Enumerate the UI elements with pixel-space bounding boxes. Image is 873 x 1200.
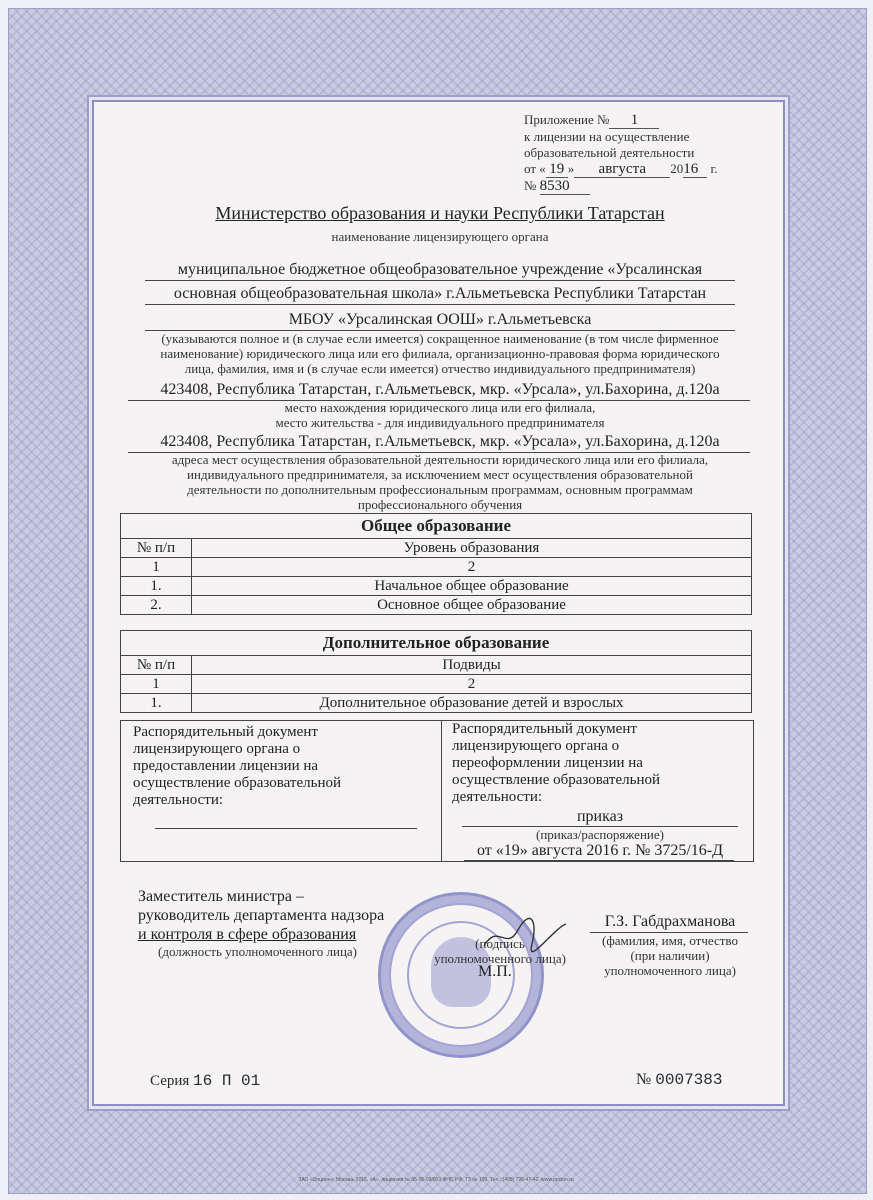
general-education-table: [120, 513, 752, 615]
appendix-prefix: Приложение №: [524, 112, 610, 127]
org-caption-3: лица, фамилия, имя и (в случае если имеется) отчество индивидуального предпринимателя): [184, 361, 696, 376]
form-number-label: №: [636, 1071, 652, 1088]
org-full-name-2: основная общеобразовательная школа» г.Альметьевска Республики Татарстан: [173, 285, 707, 302]
activity-caption-4: профессионального обучения: [357, 497, 523, 512]
col-level-header: Уровень образования: [192, 539, 752, 558]
location-caption-1: место нахождения юридического лица или его филиала,: [284, 400, 596, 415]
additional-education-table: [120, 630, 752, 713]
grant-document-text: [133, 724, 341, 809]
reissue-line5: деятельности:: [452, 789, 543, 805]
org-caption-2: наименование) юридического лица или его филиала, организационно-правовая форма юридического: [160, 346, 720, 361]
grant-line2: лицензирующего органа о: [133, 741, 301, 757]
grant-line5: деятельности:: [133, 792, 224, 808]
reissue-line1: Распорядительный документ: [452, 721, 637, 737]
order-type: приказ: [576, 808, 624, 825]
org-full-name-1: муниципальное бюджетное общеобразовательное учреждение «Урсалинская: [177, 261, 703, 278]
additional-education-title: Дополнительное образование: [121, 631, 752, 656]
activity-caption: [100, 452, 780, 512]
order-date-number: от «19» августа 2016 г. № 3725/16-Д: [476, 842, 724, 859]
signer-position: [138, 887, 384, 944]
general-education-title: Общее образование: [121, 514, 752, 539]
appendix-from: от «: [524, 161, 546, 176]
appendix-number: 1: [609, 112, 659, 129]
location-caption: [100, 400, 780, 430]
order-type-caption: (приказ/распоряжение): [536, 827, 664, 842]
sign-caption-1: (подпись: [475, 936, 525, 951]
activity-address: 423408, Республика Татарстан, г.Альметьевск, мкр. «Урсала», ул.Бахорина, д.120а: [160, 433, 720, 450]
appendix-day: 19: [546, 161, 568, 178]
table-row: [121, 596, 752, 615]
org-caption-1: (указываются полное и (в случае если имеется) сокращенное наименование (в том числе фирменное: [161, 331, 719, 346]
col-number-header: № п/п: [121, 539, 192, 558]
appendix-year: 16: [683, 161, 707, 178]
grant-line4: осуществление образовательной: [133, 775, 341, 791]
position-line3: и контроля в сфере образования: [138, 926, 357, 943]
location-caption-2: место жительства - для индивидуального предпринимателя: [275, 415, 605, 430]
col-index-2: 2: [192, 675, 752, 694]
col-index-1: 1: [121, 675, 192, 694]
appendix-day-close: »: [567, 161, 575, 176]
table-row: [121, 694, 752, 713]
signature-caption: [420, 936, 580, 966]
org-caption: [100, 331, 780, 376]
appendix-line2: к лицензии на осуществление: [524, 129, 690, 144]
license-number: 8530: [540, 178, 590, 195]
license-label: №: [524, 178, 537, 193]
series-label: Серия: [150, 1073, 190, 1089]
reissue-document-text: [452, 721, 660, 806]
appendix-year-suffix: г.: [710, 161, 718, 176]
reissue-line3: переоформлении лицензии на: [452, 755, 643, 771]
col-number-header: № п/п: [121, 656, 192, 675]
grant-line3: предоставлении лицензии на: [133, 758, 319, 774]
appendix-year-prefix: 20: [670, 161, 684, 176]
col-index-2: 2: [192, 558, 752, 577]
signer-caption-2: (при наличии): [630, 948, 710, 963]
col-index-1: 1: [121, 558, 192, 577]
position-line2: руководитель департамента надзора: [138, 907, 385, 924]
stamp-place: М.П.: [478, 963, 512, 980]
row-number: 1.: [121, 694, 192, 713]
row-number: 2.: [121, 596, 192, 615]
appendix-block: [524, 112, 718, 195]
position-caption: (должность уполномоченного лица): [158, 944, 358, 959]
location-address: 423408, Республика Татарстан, г.Альметьевск, мкр. «Урсала», ул.Бахорина, д.120а: [160, 381, 720, 398]
series-block: [150, 1072, 260, 1090]
activity-caption-2: индивидуального предпринимателя, за исключением мест осуществления образовательной: [187, 467, 693, 482]
grant-line1: Распорядительный документ: [133, 724, 318, 740]
signer-caption-3: уполномоченного лица): [604, 963, 736, 978]
row-number: 1.: [121, 577, 192, 596]
org-short-name: МБОУ «Урсалинская ООШ» г.Альметьевска: [288, 311, 592, 328]
sign-caption-2: уполномоченного лица): [434, 951, 566, 966]
printer-note: ЗАО «Опцион», Москва, 2015, «А», лицензия № 05-05-09/003 ФНС РФ, ТЗ № 109, Тел.: (495) 726-47-42, www.opcion.ru: [298, 1177, 574, 1183]
signer-caption: [585, 933, 755, 978]
reissue-line2: лицензирующего органа о: [452, 738, 620, 754]
form-number: 0007383: [655, 1071, 723, 1089]
licensor-name: Министерство образования и науки Республики Татарстан: [215, 203, 665, 223]
reissue-line4: осуществление образовательной: [452, 772, 660, 788]
signer-name: Г.З. Габдрахманова: [604, 913, 736, 930]
form-number-block: [636, 1071, 722, 1089]
appendix-month: августа: [574, 161, 670, 178]
series-value: 16 П 01: [193, 1072, 261, 1090]
row-level: Начальное общее образование: [192, 577, 752, 596]
position-line1: Заместитель министра –: [138, 888, 304, 905]
col-subtype-header: Подвиды: [192, 656, 752, 675]
row-level: Основное общее образование: [192, 596, 752, 615]
activity-caption-1: адреса мест осуществления образовательной деятельности юридического лица или его филиала,: [171, 452, 709, 467]
appendix-line3: образовательной деятельности: [524, 145, 695, 160]
table-row: [121, 577, 752, 596]
licensor-caption: наименование лицензирующего органа: [331, 229, 549, 244]
activity-caption-3: деятельности по дополнительным профессиональным программам, основным программам: [187, 482, 693, 497]
signer-caption-1: (фамилия, имя, отчество: [602, 933, 738, 948]
row-subtype: Дополнительное образование детей и взрослых: [192, 694, 752, 713]
